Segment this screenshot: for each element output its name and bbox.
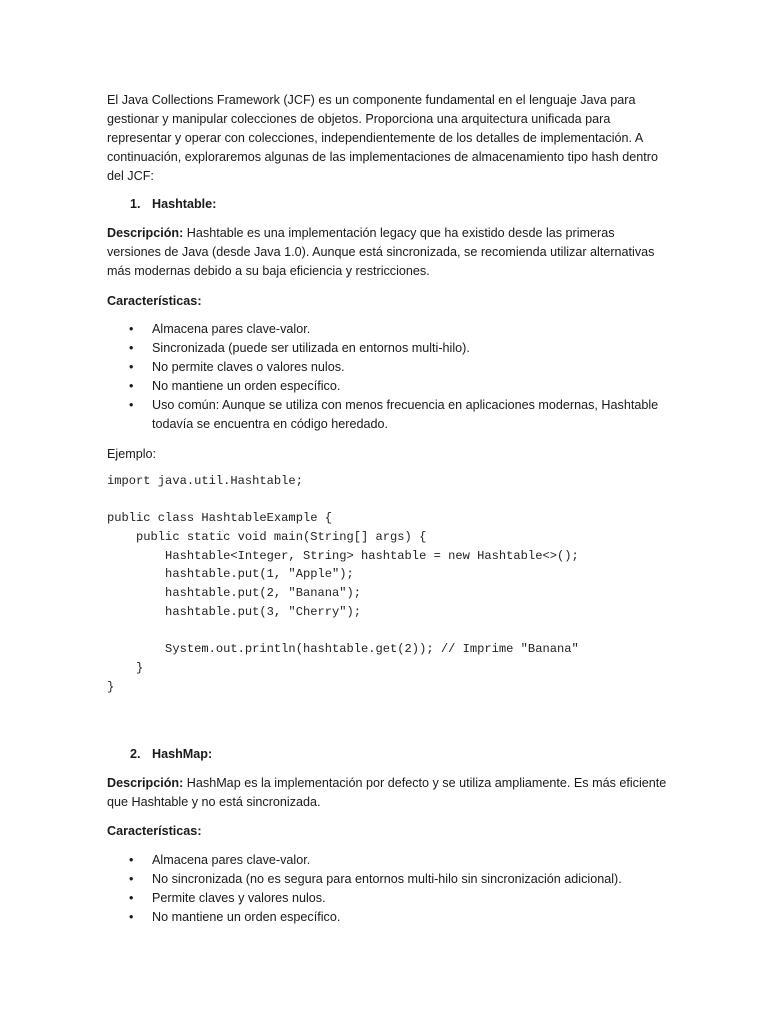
bullet-icon: • (129, 910, 134, 924)
description-label: Descripción: (107, 776, 184, 790)
list-item: • Permite claves y valores nulos. (107, 889, 667, 908)
code-line (107, 491, 579, 510)
hashmap-features-list (107, 851, 667, 927)
code-line (107, 622, 579, 641)
bullet-icon: • (129, 891, 134, 905)
list-item: • No permite claves o valores nulos. (107, 358, 667, 377)
bullet-icon: • (129, 853, 134, 867)
list-item: • Uso común: Aunque se utiliza con menos frecuencia en aplicaciones modernas, Hashtable todavía se encuentra en código heredado. (129, 398, 659, 431)
code-line: public class HashtableExample { (107, 511, 332, 526)
description-label: Descripción: (107, 226, 184, 240)
code-line: hashtable.put(3, "Cherry"); (107, 604, 362, 619)
list-item: • No sincronizada (no es segura para entornos multi-hilo sin sincronización adicional). (107, 870, 667, 889)
list-item: • Almacena pares clave-valor. (107, 851, 667, 870)
section-title: Hashtable: (152, 197, 217, 211)
bullet-icon: • (129, 322, 134, 336)
code-line: hashtable.put(2, "Banana"); (107, 586, 362, 601)
list-item: • Sincronizada (puede ser utilizada en entornos multi-hilo). (107, 339, 667, 358)
code-line: } (107, 660, 144, 675)
hashmap-description (107, 774, 667, 812)
section-number: 2. (130, 747, 141, 761)
example-label: Ejemplo: (107, 447, 156, 461)
code-line: } (107, 679, 115, 694)
intro-paragraph: El Java Collections Framework (JCF) es un componente fundamental en el lenguaje Java para gestionar y manipular colecciones de objetos. Proporciona una arquitectura unificada para representar y operar con colecciones, independientemente de los detalles de implementación. A continuación, exploraremos algunas de las implementaciones de almacenamiento tipo hash dentro del JCF: (107, 93, 658, 183)
list-item: • Almacena pares clave-valor. (107, 320, 667, 339)
bullet-icon: • (129, 379, 134, 393)
bullet-icon: • (129, 341, 134, 355)
code-block (107, 472, 579, 696)
list-item: • No mantiene un orden específico. (107, 908, 667, 927)
description-text: Hashtable es una implementación legacy que ha existido desde las primeras versiones de Java (desde Java 1.0). Aunque está sincronizada, se recomienda utilizar alternativas más modernas debido a su baja eficiencia y restricciones. (107, 226, 655, 278)
hashtable-features-label: Características: (107, 294, 202, 308)
hashtable-features-list (107, 320, 667, 434)
description-text: HashMap es la implementación por defecto y se utiliza ampliamente. Es más eficiente que Hashtable y no está sincronizada. (107, 776, 667, 809)
code-line: System.out.println(hashtable.get(2)); // Imprime "Banana" (107, 642, 579, 657)
code-line: hashtable.put(1, "Apple"); (107, 567, 354, 582)
code-line: Hashtable<Integer, String> hashtable = new Hashtable<>(); (107, 548, 579, 563)
bullet-icon: • (129, 872, 134, 886)
hashtable-description (107, 224, 667, 281)
section-title: HashMap: (152, 747, 213, 761)
bullet-icon: • (129, 360, 134, 374)
list-item: • No mantiene un orden específico. (107, 377, 667, 396)
code-line: import java.util.Hashtable; (107, 474, 303, 488)
section-number: 1. (130, 197, 141, 211)
code-line: public static void main(String[] args) { (107, 530, 427, 545)
bullet-icon: • (129, 398, 134, 412)
hashmap-features-label: Características: (107, 824, 202, 838)
